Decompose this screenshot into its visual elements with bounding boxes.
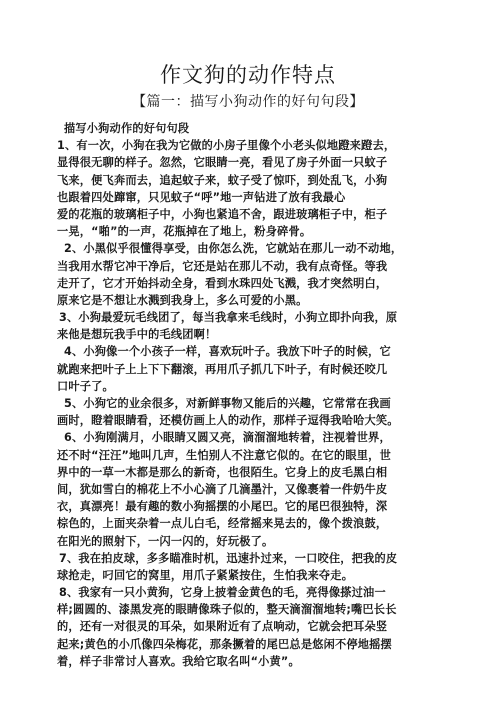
subheading: 描写小狗动作的好句句段 bbox=[64, 122, 190, 135]
text-line: 衣，真漂亮！最有趣的数小狗摇摆的小尾巴。它的尾巴很独特，深 bbox=[57, 500, 388, 514]
text-line: 画时，瞪着眼睛看，还模仿画上人的动作，那样子逗得我哈哈大笑。 bbox=[57, 414, 399, 428]
text-line: 显得很无聊的样子。忽然，它眼睛一亮，看见了房子外面一只蚊子 bbox=[57, 156, 388, 170]
text-line: 3、小狗最爱玩毛线团了，每当我拿来毛线时，小狗立即扑向我，原 bbox=[59, 311, 398, 325]
text-line: 原来它是不想让水溅到我身上，多么可爱的小黑。 bbox=[57, 293, 308, 307]
text-line: 7、我在拍皮球，多多瞄准时机，迅速扑过来，一口咬住，把我的皮 bbox=[59, 551, 398, 565]
text-line: 还不时“汪汪”地叫几声，生怕别人不注意它似的。在它的眼里，世 bbox=[57, 448, 391, 462]
text-line: 界中的一草一木都是那么的新奇，也很陌生。它身上的皮毛黑白相 bbox=[57, 465, 388, 479]
text-line: 样;圆圆的、漆黑发亮的眼睛像珠子似的，整天滴溜溜地转;嘴巴长长 bbox=[57, 603, 397, 617]
text-line: 着，样子非常讨人喜欢。我给它取名叫“小黄”。 bbox=[57, 654, 300, 668]
text-line: 一晃，“啪”的一声，花瓶掉在了地上，粉身碎骨。 bbox=[57, 225, 312, 239]
document-body bbox=[57, 120, 453, 670]
text-line: 的，还有一对很灵的耳朵，如果附近有了点响动，它就会把耳朵竖 bbox=[57, 620, 388, 634]
text-line: 当我用水帮它冲干净后，它还是站在那儿不动，我有点奇怪。等我 bbox=[57, 259, 388, 273]
text-line: 间，犹如雪白的棉花上不小心滴了几滴墨汁，又像裹着一件奶牛皮 bbox=[57, 482, 388, 496]
text-line: 起来;黄色的小爪像四朵梅花，那条撅着的尾巴总是悠闲不停地摇摆 bbox=[57, 637, 392, 651]
text-line: 4、小狗像一个小孩子一样，喜欢玩叶子。我放下叶子的时候，它 bbox=[64, 345, 391, 359]
text-line: 口叶子了。 bbox=[57, 379, 114, 393]
text-line: 走开了，它才开始抖动全身，看到水珠四处飞溅，我才突然明白， bbox=[57, 276, 388, 290]
text-line: 爱的花瓶的玻璃柜子中，小狗也紧追不舍，跟进玻璃柜子中，柜子 bbox=[57, 207, 388, 221]
text-line: 飞来，便飞奔而去，追起蚊子来，蚊子受了惊吓，到处乱飞，小狗 bbox=[57, 173, 388, 187]
section-heading: 【篇一：描写小狗动作的好句句段】 bbox=[132, 94, 364, 110]
text-line: 棕色的，上面夹杂着一点儿白毛，经常摇来晃去的，像个拨浪鼓， bbox=[57, 517, 388, 531]
text-line: 5、小狗它的业余很多，对新鲜事物又能后的兴趣，它常常在我画 bbox=[64, 397, 391, 410]
text-line: 2、小黑似乎很懂得享受，由你怎么洗，它就站在那儿一动不动地， bbox=[64, 242, 403, 256]
text-line: 来他是想玩我手中的毛线团啊！ bbox=[57, 328, 217, 342]
text-line: 在阳光的照射下，一闪一闪的，好玩极了。 bbox=[57, 534, 274, 548]
document-title: 作文狗的动作特点 bbox=[160, 63, 336, 87]
text-line: 6、小狗刚满月，小眼睛又圆又亮，滴溜溜地转着，注视着世界， bbox=[64, 431, 391, 445]
text-line: 球抢走，叼回它的窝里，用爪子紧紧按住，生怕我来夺走。 bbox=[57, 568, 354, 582]
text-line: 8、我家有一只小黄狗，它身上披着金黄色的毛，亮得像搽过油一 bbox=[59, 586, 386, 600]
text-line: 就跑来把叶子上上下下翻滚，再用爪子抓几下叶子，有时候还咬几 bbox=[57, 362, 388, 376]
text-line: 也跟着四处蹿窜，只见蚊子“呼”地一声钻进了放有我最心 bbox=[57, 190, 346, 204]
text-line: 1、有一次，小狗在我为它做的小房子里像个小老头似地蹬来蹬去， bbox=[57, 139, 396, 153]
